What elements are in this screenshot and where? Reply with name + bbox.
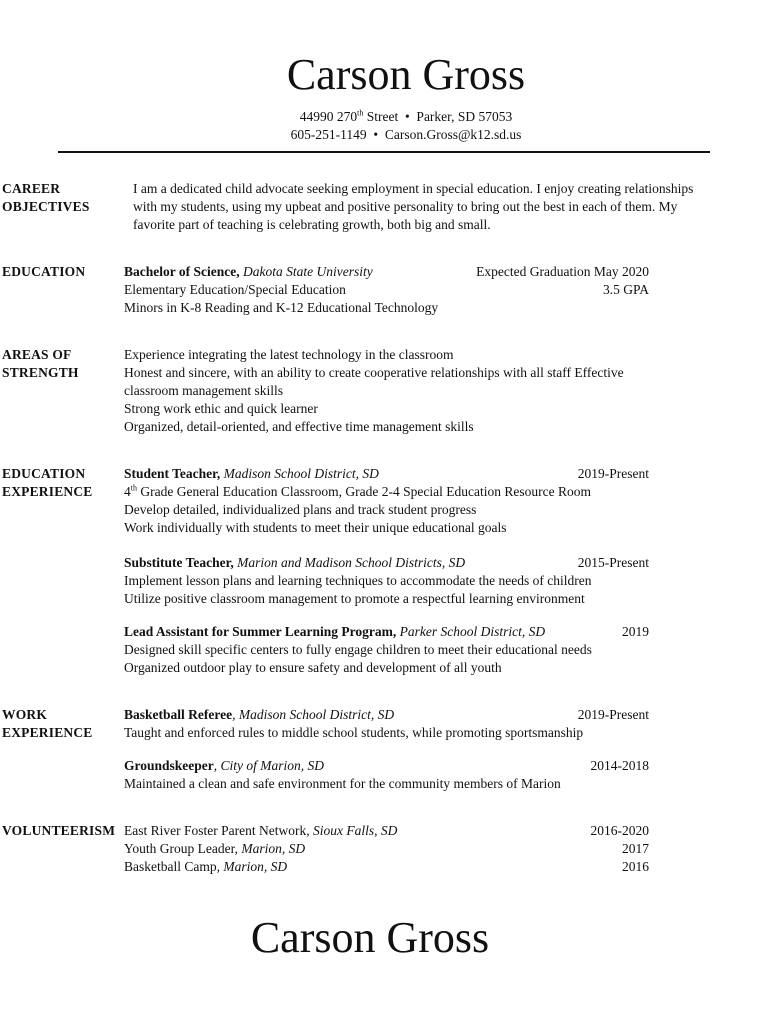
resume-name: Carson Gross	[286, 50, 526, 99]
contact-line: 605-251-1149 • Carson.Gross@k12.sd.us	[290, 127, 522, 142]
header-divider	[58, 151, 710, 153]
job-date: 2019	[622, 624, 649, 639]
volunteer-item: Basketball Camp, Marion, SD	[124, 859, 288, 874]
career-objective-text: I am a dedicated child advocate seeking employment in special education. I enjoy creating relationships with my students, using my upbeat and positive personality to bring out the best in each of them. My favorite part of teaching is celebrating growth, both big and small.	[133, 181, 694, 232]
section-label-strength: AREAS OF STRENGTH	[2, 347, 79, 380]
major-line: Elementary Education/Special Education	[124, 282, 346, 297]
strength-item: Organized, detail-oriented, and effective time management skills	[124, 419, 474, 434]
strength-item: Experience integrating the latest technology in the classroom	[124, 347, 454, 362]
job-detail: Implement lesson plans and learning techniques to accommodate the needs of children	[124, 573, 592, 588]
volunteer-date: 2017	[622, 841, 649, 856]
next-page-name: Carson Gross	[250, 913, 490, 962]
job-detail: Maintained a clean and safe environment for the community members of Marion	[124, 776, 561, 791]
gpa: 3.5 GPA	[602, 282, 649, 297]
job-date: 2015-Present	[577, 555, 649, 570]
section-label-edu-experience: EDUCATION EXPERIENCE	[2, 466, 93, 499]
volunteer-item: East River Foster Parent Network, Sioux Falls, SD	[124, 823, 398, 838]
job-title-line: Groundskeeper, City of Marion, SD	[124, 758, 325, 773]
job-detail: Utilize positive classroom management to promote a respectful learning environment	[124, 591, 585, 606]
section-label-work-experience: WORK EXPERIENCE	[2, 707, 93, 740]
job-date: 2019-Present	[577, 707, 649, 722]
job-date: 2014-2018	[590, 758, 649, 773]
strength-item: classroom management skills	[124, 383, 283, 398]
job-detail: Taught and enforced rules to middle school students, while promoting sportsmanship	[124, 725, 584, 740]
volunteer-item: Youth Group Leader, Marion, SD	[124, 841, 306, 856]
section-label-career: CAREER OBJECTIVES	[2, 181, 90, 214]
job-date: 2019-Present	[577, 466, 649, 481]
job-title-line: Basketball Referee, Madison School District, SD	[124, 707, 395, 722]
section-label-education: EDUCATION	[2, 264, 86, 279]
job-detail: 4th Grade General Education Classroom, Grade 2-4 Special Education Resource Room	[124, 483, 591, 499]
job-title-line: Lead Assistant for Summer Learning Program, Parker School District, SD	[124, 624, 546, 639]
minors-line: Minors in K-8 Reading and K-12 Educational Technology	[124, 300, 439, 315]
job-detail: Develop detailed, individualized plans and track student progress	[124, 502, 477, 517]
job-title-line: Substitute Teacher, Marion and Madison School Districts, SD	[124, 555, 466, 570]
strength-item: Honest and sincere, with an ability to create cooperative relationships with all staff Effective	[124, 365, 624, 380]
job-detail: Organized outdoor play to ensure safety and development of all youth	[124, 660, 502, 675]
strength-item: Strong work ethic and quick learner	[124, 401, 318, 416]
degree-line: Bachelor of Science, Dakota State University	[124, 264, 373, 279]
section-label-volunteerism: VOLUNTEERISM	[2, 823, 116, 838]
address-line: 44990 270th Street • Parker, SD 57053	[299, 108, 513, 124]
volunteer-date: 2016-2020	[590, 823, 649, 838]
job-detail: Work individually with students to meet their unique educational goals	[124, 520, 507, 535]
job-detail: Designed skill specific centers to fully engage children to meet their educational needs	[124, 642, 592, 657]
volunteer-date: 2016	[622, 859, 649, 874]
graduation-date: Expected Graduation May 2020	[476, 264, 649, 279]
job-title-line: Student Teacher, Madison School District, SD	[124, 466, 379, 481]
